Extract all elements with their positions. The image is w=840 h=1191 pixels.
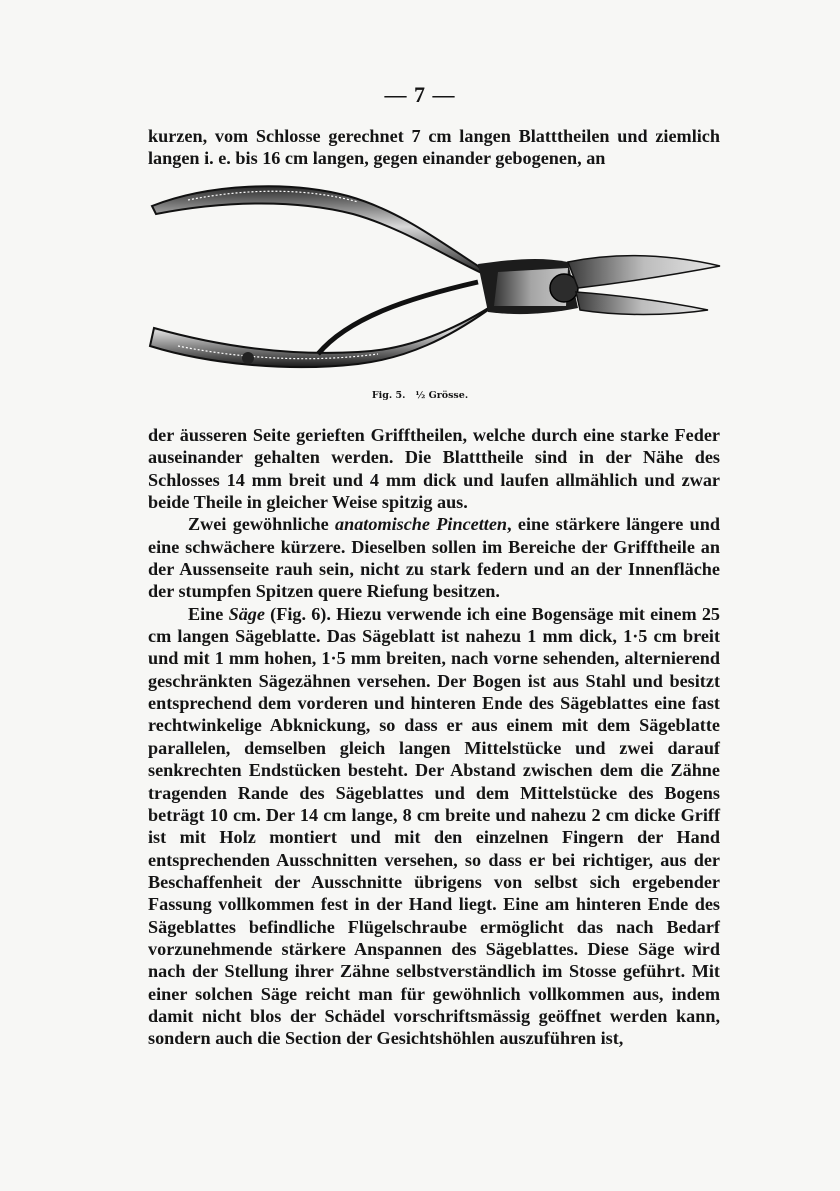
figure-scissors — [148, 178, 724, 388]
saege-emphasis: Säge — [228, 603, 265, 624]
caption-label: Fig. 5. — [371, 390, 406, 401]
paragraph-top: kurzen, vom Schlosse gerechnet 7 cm langen Blatttheilen und ziemlich langen i. e. bis 16 cm langen, gegen einander gebogenen, an — [148, 126, 720, 169]
main-text-block — [148, 424, 720, 1050]
top-text-block — [148, 125, 720, 170]
saege-lead: Eine — [188, 603, 229, 624]
pincetten-text: , eine stärkere längere und eine schwächere kürzere. Dieselben sollen im Bereiche der Grifftheile an der Aussenseite rauh sein, nicht zu stark federn und an der Innenfläche der stumpfen Spitzen quere Riefung besitzen. — [148, 514, 720, 602]
caption-scale: ½ Grösse. — [415, 390, 469, 401]
page-number: — 7 — — [384, 82, 456, 107]
figure-caption — [0, 390, 840, 401]
paragraph-saege — [148, 603, 720, 1050]
paragraph-scissors-continued: der äusseren Seite gerieften Grifftheilen, welche durch eine starke Feder auseinander gehalten werden. Die Blatttheile sind in der Nähe des Schlosses 14 mm breit und 4 mm dick und laufen allmählich und zwar beide Theile in gleicher Weise spitzig aus. — [148, 425, 720, 513]
paragraph-pincetten — [148, 513, 720, 602]
pincetten-lead: Zwei gewöhnliche — [188, 514, 335, 535]
saege-text: (Fig. 6). Hiezu verwende ich eine Bogensäge mit einem 25 cm langen Sägeblatte. Das Sägeblatt ist nahezu 1 mm dick, 1·5 cm breit und mit 1 mm hohen, 1·5 mm breiten, nach vorne sehenden, alternierend geschränkten Sägezähnen versehen. Der Bogen ist aus Stahl und besitzt entsprechend dem vorderen und hinteren Ende des Sägeblattes eine fast rechtwinkelige Abknickung, so dass er aus einem mit dem Sägeblatte parallelen, demselben gleich langen Mittelstücke und zwei darauf senkrechten Endstücken besteht. Der Abstand zwischen dem die Zähne tragenden Rande des Sägeblattes und dem Mittelstücke des Bogens beträgt 10 cm. Der 14 cm lange, 8 cm breite und nahezu 2 cm dicke Griff ist mit Holz montiert und mit den einzelnen Fingern der Hand entsprechenden Ausschnitten versehen, so dass er bei richtiger, aus der Beschaffenheit der Ausschnitte übrigens von selbst sich ergebender Fassung vollkommen fest in der Hand liegt. Eine am hinteren Ende des Sägeblattes befindliche Flügelschraube ermöglicht das nach Bedarf vorzunehmende stärkere Anspannen des Sägeblattes. Diese Säge wird nach der Stellung ihrer Zähne selbstverständlich im Stosse geführt. Mit einer solchen Säge reicht man für gewöhnlich vollkommen aus, indem damit nicht blos der Schädel vorschriftsmässig geöffnet werden kann, sondern auch die Section der Gesichtshöhlen auszuführen ist, — [148, 603, 721, 1049]
pincetten-emphasis: anatomische Pincetten — [335, 514, 508, 535]
scissors-illustration-icon — [148, 178, 724, 388]
